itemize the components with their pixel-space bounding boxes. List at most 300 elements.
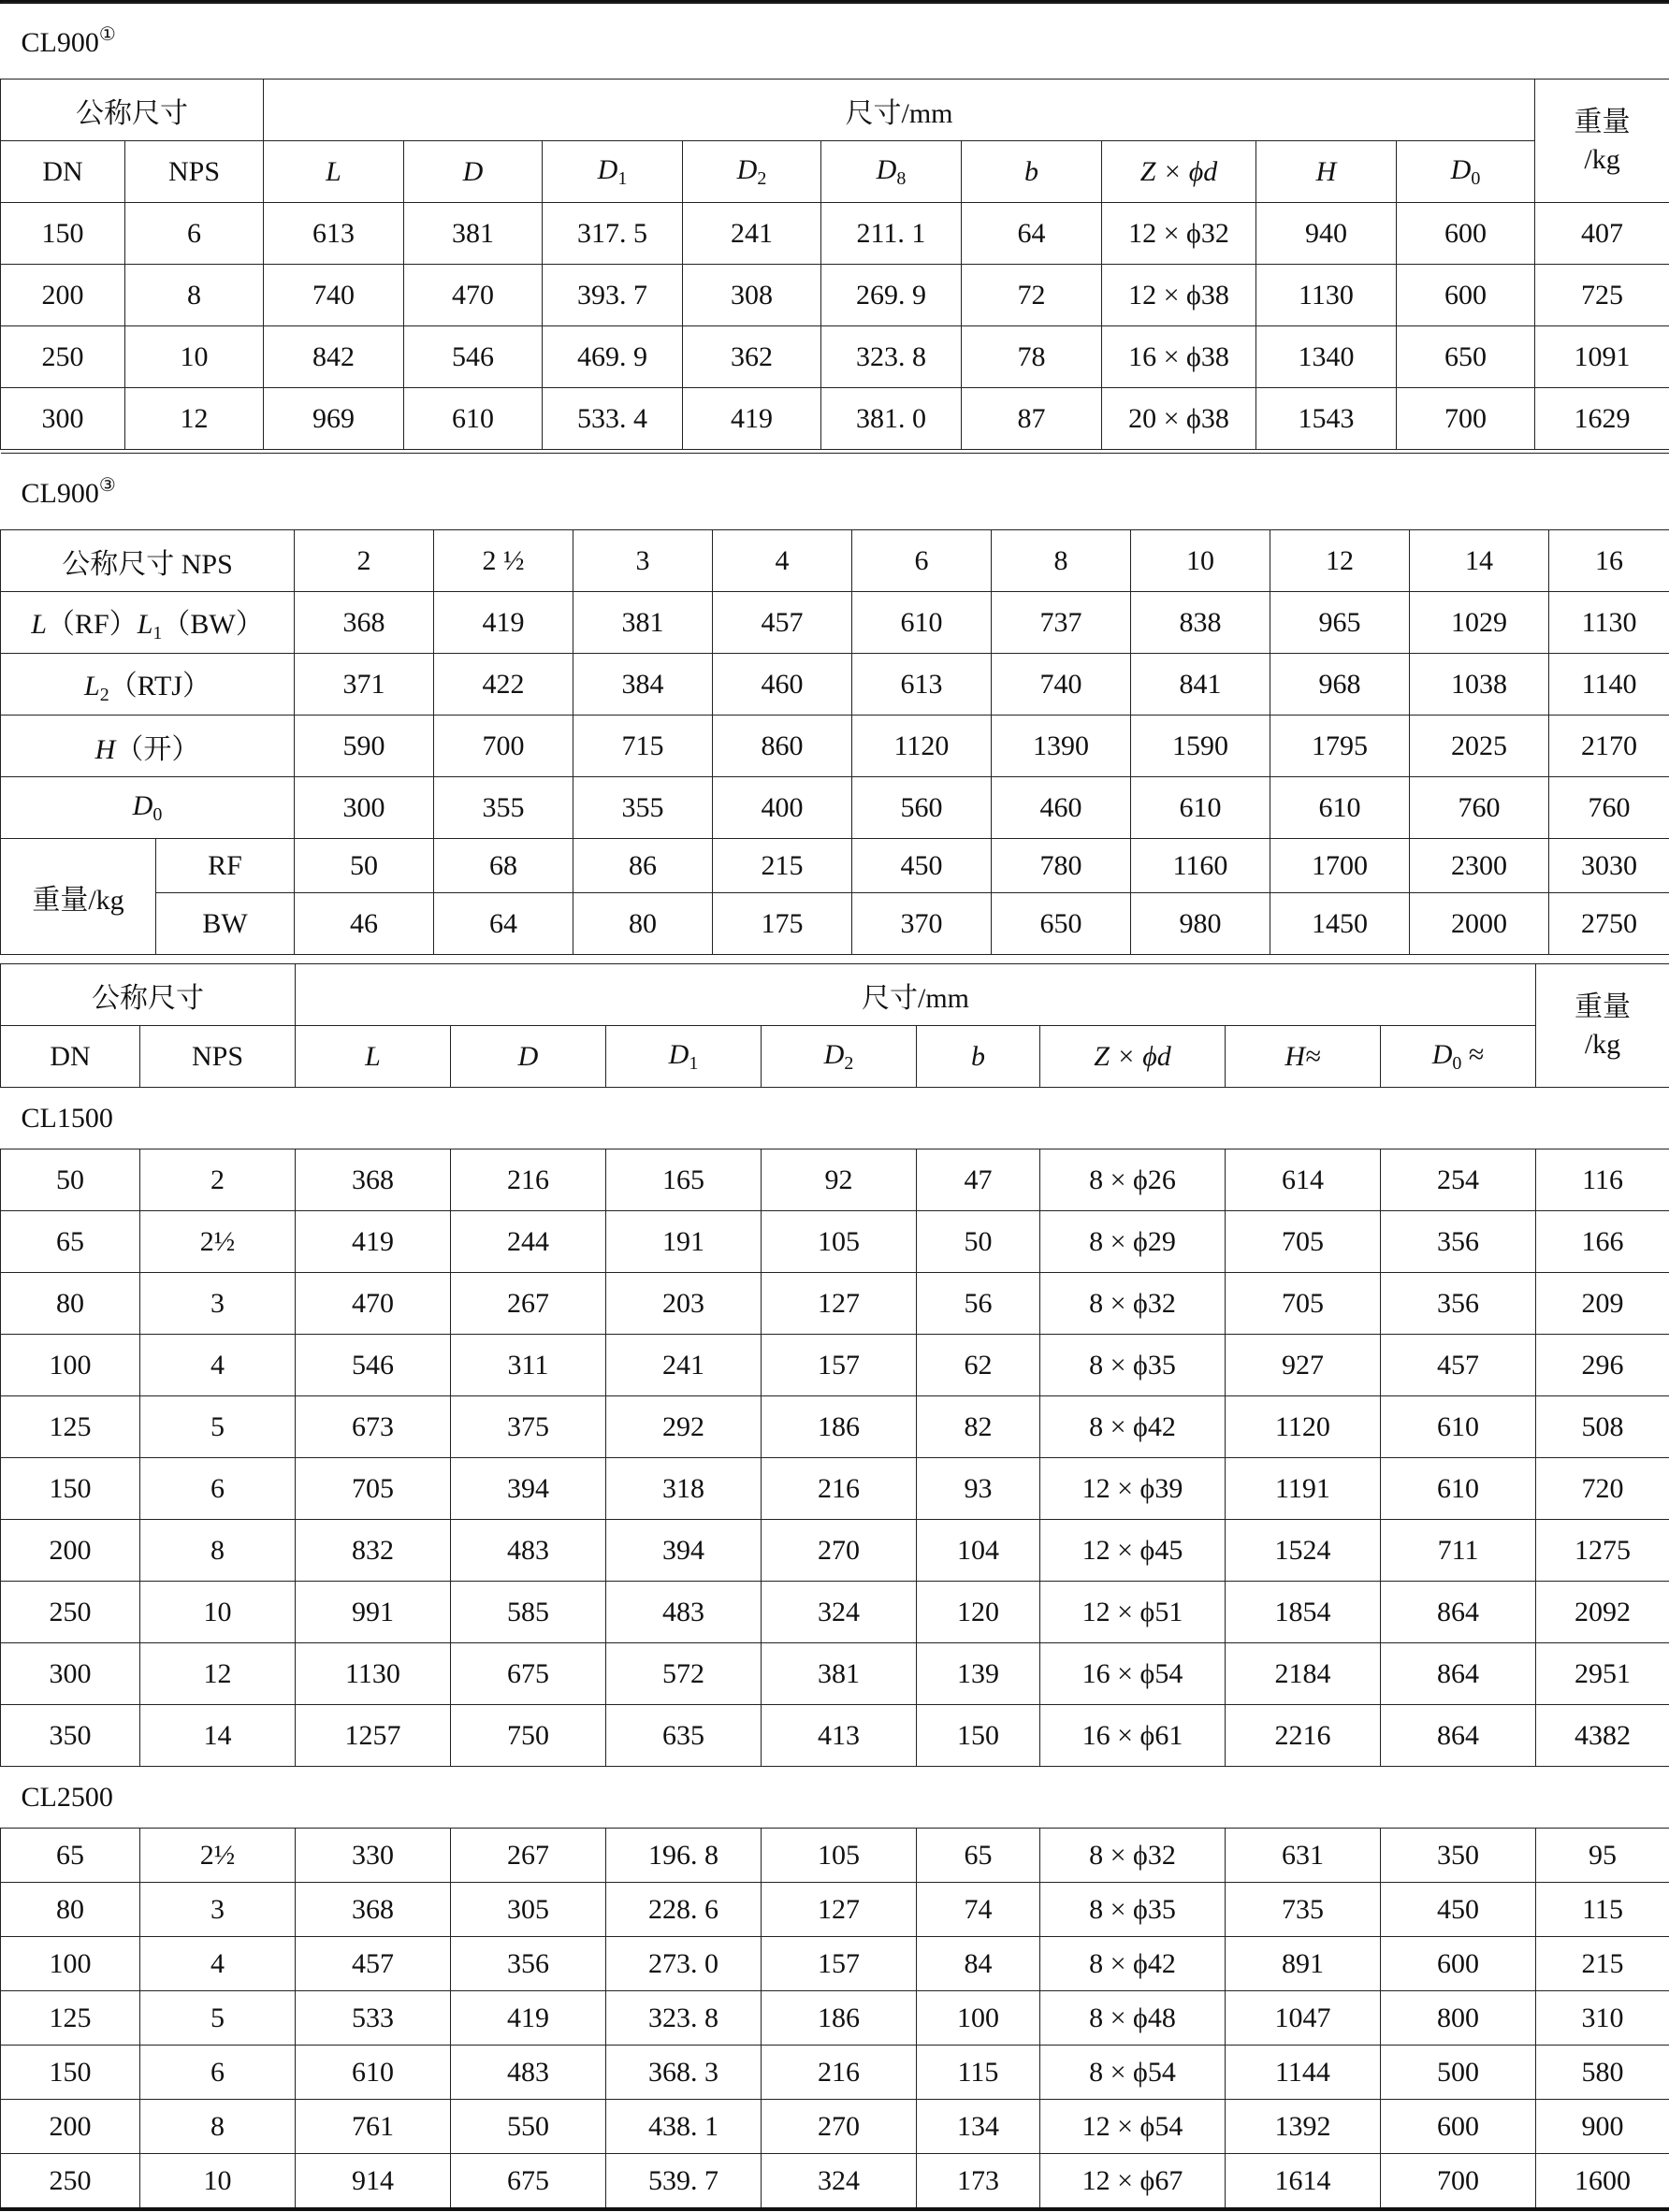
col-z-phi-d: Z × ϕd xyxy=(1040,1026,1226,1088)
table-cell: 711 xyxy=(1381,1520,1536,1582)
h-cell: 1590 xyxy=(1131,716,1270,777)
h-cell: 1795 xyxy=(1270,716,1410,777)
table-row xyxy=(1,1149,1669,1211)
d0-cell: 355 xyxy=(434,777,573,839)
nps-cell: 6 xyxy=(852,530,992,592)
label-h-open: H（开） xyxy=(1,716,295,777)
table-cell: 65 xyxy=(1,1211,140,1273)
table-row xyxy=(1,203,1669,265)
table-cell: 469. 9 xyxy=(543,326,683,388)
table-cell: 419 xyxy=(296,1211,451,1273)
table-cell: 12 × ϕ67 xyxy=(1040,2154,1226,2208)
table-cell: 1524 xyxy=(1226,1520,1381,1582)
col-b: b xyxy=(917,1026,1040,1088)
table-cell: 93 xyxy=(917,1458,1040,1520)
header-weight: 重量 /kg xyxy=(1536,964,1669,1088)
table-cell: 324 xyxy=(762,2154,917,2208)
table-cell: 323. 8 xyxy=(821,326,962,388)
table-cell: 250 xyxy=(1,2154,140,2208)
table-cell: 500 xyxy=(1381,2046,1536,2100)
table-cell: 735 xyxy=(1226,1883,1381,1937)
table-cell: 12 × ϕ32 xyxy=(1102,203,1256,265)
table-row xyxy=(1,1396,1669,1458)
table-cell: 991 xyxy=(296,1582,451,1643)
table-cell: 4 xyxy=(140,1335,296,1396)
table-cell: 200 xyxy=(1,1520,140,1582)
table-cell: 1543 xyxy=(1256,388,1397,450)
label-weight: 重量/kg xyxy=(1,839,156,955)
table-cell: 1130 xyxy=(296,1643,451,1705)
table-cell: 720 xyxy=(1536,1458,1669,1520)
table-cell: 308 xyxy=(683,265,821,326)
table-cell: 165 xyxy=(606,1149,762,1211)
table-cell: 203 xyxy=(606,1273,762,1335)
table-cell: 65 xyxy=(917,1829,1040,1883)
table-cell: 216 xyxy=(451,1149,606,1211)
column-header-row xyxy=(1,1026,1669,1088)
d0-cell: 300 xyxy=(295,777,434,839)
nps-cell: 2 ½ xyxy=(434,530,573,592)
header-dimensions: 尺寸/mm xyxy=(264,80,1535,141)
nps-cell: 12 xyxy=(1270,530,1410,592)
table-cell: 150 xyxy=(917,1705,1040,1767)
table-cell: 393. 7 xyxy=(543,265,683,326)
header-weight: 重量 /kg xyxy=(1535,80,1669,203)
table-cell: 318 xyxy=(606,1458,762,1520)
table-cell: 200 xyxy=(1,2100,140,2154)
table-row xyxy=(1,265,1669,326)
nps-cell: 14 xyxy=(1410,530,1549,592)
label-l2-rtj: $L_2(RTJ)$ xyxy=(1,654,295,716)
table-cell: 8 × ϕ26 xyxy=(1040,1149,1226,1211)
table-cell: 381. 0 xyxy=(821,388,962,450)
table-cell: 914 xyxy=(296,2154,451,2208)
header-nominal-size: 公称尺寸 xyxy=(1,964,296,1026)
table-cell: 317. 5 xyxy=(543,203,683,265)
table-cell: 200 xyxy=(1,265,125,326)
table-cell: 1392 xyxy=(1226,2100,1381,2154)
table-cell: 8 × ϕ48 xyxy=(1040,1991,1226,2046)
section-title-cl900-3: CL900③ xyxy=(1,454,1669,530)
bw-cell: 980 xyxy=(1131,893,1270,955)
d0-cell: 400 xyxy=(713,777,852,839)
table-cell: 12 xyxy=(140,1643,296,1705)
col-l: L xyxy=(264,141,404,203)
table-cell: 381 xyxy=(762,1643,917,1705)
table-cell: 2216 xyxy=(1226,1705,1381,1767)
l-cell: 368 xyxy=(295,592,434,654)
table-cell: 483 xyxy=(451,2046,606,2100)
h-cell: 700 xyxy=(434,716,573,777)
table-cell: 157 xyxy=(762,1937,917,1991)
table-cell: 50 xyxy=(1,1149,140,1211)
table-cell: 115 xyxy=(917,2046,1040,2100)
table-cell: 10 xyxy=(140,2154,296,2208)
column-header-row xyxy=(1,141,1669,203)
table-cell: 173 xyxy=(917,2154,1040,2208)
table-cell: 891 xyxy=(1226,1937,1381,1991)
table-cell: 216 xyxy=(762,2046,917,2100)
table-cell: 82 xyxy=(917,1396,1040,1458)
table-cell: 8 × ϕ54 xyxy=(1040,2046,1226,2100)
h-cell: 860 xyxy=(713,716,852,777)
table-cell: 273. 0 xyxy=(606,1937,762,1991)
bottom-rule xyxy=(0,2207,1669,2211)
header-nominal-nps: 公称尺寸 NPS xyxy=(1,530,295,592)
table-cell: 8 × ϕ42 xyxy=(1040,1396,1226,1458)
col-d1: $D_1$ xyxy=(543,141,683,203)
table-cell: 631 xyxy=(1226,1829,1381,1883)
table-cell: 80 xyxy=(1,1273,140,1335)
table-cell: 241 xyxy=(683,203,821,265)
col-d2: $D_2$ xyxy=(762,1026,917,1088)
table-cell: 394 xyxy=(606,1520,762,1582)
table-cell: 4 xyxy=(140,1937,296,1991)
table-cell: 16 × ϕ61 xyxy=(1040,1705,1226,1767)
l-cell: 838 xyxy=(1131,592,1270,654)
rf-cell: 780 xyxy=(992,839,1131,893)
bw-cell: 2000 xyxy=(1410,893,1549,955)
rf-cell: 215 xyxy=(713,839,852,893)
table-cell: 650 xyxy=(1397,326,1535,388)
h-cell: 715 xyxy=(573,716,713,777)
d0-cell: 460 xyxy=(992,777,1131,839)
rf-cell: 68 xyxy=(434,839,573,893)
table-cell: 539. 7 xyxy=(606,2154,762,2208)
col-d8: $D_8$ xyxy=(821,141,962,203)
col-h: H xyxy=(1256,141,1397,203)
table-cell: 842 xyxy=(264,326,404,388)
table-cell: 927 xyxy=(1226,1335,1381,1396)
table-row xyxy=(1,1937,1669,1991)
l-cell: 1029 xyxy=(1410,592,1549,654)
table-row xyxy=(1,326,1669,388)
table-cell: 470 xyxy=(296,1273,451,1335)
table-cell: 12 xyxy=(125,388,264,450)
table-cell: 750 xyxy=(451,1705,606,1767)
l2-cell: 371 xyxy=(295,654,434,716)
col-nps: NPS xyxy=(125,141,264,203)
table-cell: 1340 xyxy=(1256,326,1397,388)
row-weight-bw xyxy=(1,893,1669,955)
table-cell: 1257 xyxy=(296,1705,451,1767)
table-row xyxy=(1,2046,1669,2100)
table-cell: 12 × ϕ54 xyxy=(1040,2100,1226,2154)
table-cell: 546 xyxy=(404,326,543,388)
table-cell: 50 xyxy=(917,1211,1040,1273)
table-row xyxy=(1,1458,1669,1520)
nps-cell: 16 xyxy=(1549,530,1669,592)
h-cell: 2170 xyxy=(1549,716,1669,777)
h-cell: 590 xyxy=(295,716,434,777)
table-cell: 12 × ϕ45 xyxy=(1040,1520,1226,1582)
table-cell: 419 xyxy=(451,1991,606,2046)
l-cell: 419 xyxy=(434,592,573,654)
l-cell: 610 xyxy=(852,592,992,654)
table-cell: 700 xyxy=(1381,2154,1536,2208)
table-cell: 4382 xyxy=(1536,1705,1669,1767)
row-l2-rtj xyxy=(1,654,1669,716)
col-d: D xyxy=(404,141,543,203)
table-cell: 16 × ϕ54 xyxy=(1040,1643,1226,1705)
table-cell: 613 xyxy=(264,203,404,265)
table-cell: 705 xyxy=(1226,1211,1381,1273)
table-cell: 610 xyxy=(404,388,543,450)
table-cell: 3 xyxy=(140,1273,296,1335)
d0-cell: 760 xyxy=(1549,777,1669,839)
table-cell: 8 × ϕ32 xyxy=(1040,1829,1226,1883)
table-cell: 100 xyxy=(1,1937,140,1991)
col-l: L xyxy=(296,1026,451,1088)
bw-cell: 650 xyxy=(992,893,1131,955)
table-cell: 5 xyxy=(140,1991,296,2046)
table-cell: 368. 3 xyxy=(606,2046,762,2100)
table-cell: 350 xyxy=(1381,1829,1536,1883)
header-nominal-size: 公称尺寸 xyxy=(1,80,264,141)
table-cell: 228. 6 xyxy=(606,1883,762,1937)
label-bw: BW xyxy=(156,893,295,955)
table-cell: 6 xyxy=(140,1458,296,1520)
high-pressure-table xyxy=(0,963,1669,2208)
table-cell: 92 xyxy=(762,1149,917,1211)
table-cell: 125 xyxy=(1,1991,140,2046)
h-cell: 2025 xyxy=(1410,716,1549,777)
bw-cell: 64 xyxy=(434,893,573,955)
table-cell: 80 xyxy=(1,1883,140,1937)
footnote-mark: ③ xyxy=(98,475,116,496)
table-cell: 6 xyxy=(140,2046,296,2100)
table-cell: 705 xyxy=(1226,1273,1381,1335)
row-h-open xyxy=(1,716,1669,777)
table-cell: 483 xyxy=(451,1520,606,1582)
table-cell: 196. 8 xyxy=(606,1829,762,1883)
row-l-rf-bw xyxy=(1,592,1669,654)
table-cell: 375 xyxy=(451,1396,606,1458)
table-cell: 2½ xyxy=(140,1829,296,1883)
l2-cell: 460 xyxy=(713,654,852,716)
d0-cell: 355 xyxy=(573,777,713,839)
table-cell: 310 xyxy=(1536,1991,1669,2046)
table-cell: 675 xyxy=(451,1643,606,1705)
bw-cell: 46 xyxy=(295,893,434,955)
table-cell: 62 xyxy=(917,1335,1040,1396)
table-cell: 47 xyxy=(917,1149,1040,1211)
table-cell: 10 xyxy=(125,326,264,388)
table-cell: 56 xyxy=(917,1273,1040,1335)
table-cell: 84 xyxy=(917,1937,1040,1991)
l2-cell: 968 xyxy=(1270,654,1410,716)
col-nps: NPS xyxy=(140,1026,296,1088)
nps-cell: 4 xyxy=(713,530,852,592)
table-cell: 65 xyxy=(1,1829,140,1883)
table-cell: 8 xyxy=(125,265,264,326)
table-cell: 832 xyxy=(296,1520,451,1582)
table-cell: 127 xyxy=(762,1883,917,1937)
table-cell: 323. 8 xyxy=(606,1991,762,2046)
table-cell: 120 xyxy=(917,1582,1040,1643)
table-cell: 157 xyxy=(762,1335,917,1396)
table-row xyxy=(1,1273,1669,1335)
table-cell: 64 xyxy=(962,203,1102,265)
table-cell: 675 xyxy=(451,2154,606,2208)
l2-cell: 422 xyxy=(434,654,573,716)
table-cell: 381 xyxy=(404,203,543,265)
table-row xyxy=(1,2154,1669,2208)
table-cell: 1275 xyxy=(1536,1520,1669,1582)
table-cell: 330 xyxy=(296,1829,451,1883)
table-row xyxy=(1,1705,1669,1767)
d0-cell: 610 xyxy=(1270,777,1410,839)
table-cell: 356 xyxy=(1381,1273,1536,1335)
table-cell: 580 xyxy=(1536,2046,1669,2100)
table-cell: 457 xyxy=(296,1937,451,1991)
l-cell: 381 xyxy=(573,592,713,654)
table-cell: 78 xyxy=(962,326,1102,388)
h-cell: 1120 xyxy=(852,716,992,777)
table-cell: 115 xyxy=(1536,1883,1669,1937)
table-row xyxy=(1,1829,1669,1883)
table-cell: 2951 xyxy=(1536,1643,1669,1705)
nps-cell: 2 xyxy=(295,530,434,592)
rf-cell: 1700 xyxy=(1270,839,1410,893)
rf-cell: 2300 xyxy=(1410,839,1549,893)
table-cell: 250 xyxy=(1,1582,140,1643)
table-cell: 394 xyxy=(451,1458,606,1520)
l2-cell: 1140 xyxy=(1549,654,1669,716)
col-d0-approx: $D_0$ ≈ xyxy=(1381,1026,1536,1088)
table-row xyxy=(1,1991,1669,2046)
col-b: b xyxy=(962,141,1102,203)
table-cell: 1047 xyxy=(1226,1991,1381,2046)
table-cell: 600 xyxy=(1397,265,1535,326)
table-cell: 211. 1 xyxy=(821,203,962,265)
l-cell: 1130 xyxy=(1549,592,1669,654)
table-cell: 12 × ϕ39 xyxy=(1040,1458,1226,1520)
table-cell: 300 xyxy=(1,388,125,450)
table-cell: 740 xyxy=(264,265,404,326)
table-cell: 87 xyxy=(962,388,1102,450)
nps-row xyxy=(1,530,1669,592)
l2-cell: 841 xyxy=(1131,654,1270,716)
table-cell: 270 xyxy=(762,1520,917,1582)
table-cell: 1191 xyxy=(1226,1458,1381,1520)
table-cell: 483 xyxy=(606,1582,762,1643)
table-cell: 600 xyxy=(1381,1937,1536,1991)
col-z-phi-d: Z × ϕd xyxy=(1102,141,1256,203)
l-cell: 457 xyxy=(713,592,852,654)
table-cell: 139 xyxy=(917,1643,1040,1705)
table-cell: 8 xyxy=(140,2100,296,2154)
rf-cell: 450 xyxy=(852,839,992,893)
rf-cell: 1160 xyxy=(1131,839,1270,893)
col-d1: $D_1$ xyxy=(606,1026,762,1088)
table-cell: 2092 xyxy=(1536,1582,1669,1643)
table-cell: 635 xyxy=(606,1705,762,1767)
table-cell: 296 xyxy=(1536,1335,1669,1396)
table-cell: 20 × ϕ38 xyxy=(1102,388,1256,450)
table-cell: 1120 xyxy=(1226,1396,1381,1458)
table-cell: 292 xyxy=(606,1396,762,1458)
table-cell: 533 xyxy=(296,1991,451,2046)
table-cell: 72 xyxy=(962,265,1102,326)
bw-cell: 175 xyxy=(713,893,852,955)
table-cell: 250 xyxy=(1,326,125,388)
table-cell: 1144 xyxy=(1226,2046,1381,2100)
label-l-rf-bw: $L(RF)L_1(BW)$ xyxy=(1,592,295,654)
table-cell: 1091 xyxy=(1535,326,1669,388)
table-cell: 419 xyxy=(683,388,821,450)
table-cell: 104 xyxy=(917,1520,1040,1582)
table-cell: 150 xyxy=(1,1458,140,1520)
l2-cell: 1038 xyxy=(1410,654,1549,716)
table-cell: 267 xyxy=(451,1273,606,1335)
table-cell: 940 xyxy=(1256,203,1397,265)
table-row xyxy=(1,1335,1669,1396)
bw-cell: 80 xyxy=(573,893,713,955)
table-cell: 10 xyxy=(140,1582,296,1643)
col-dn: DN xyxy=(1,141,125,203)
table-cell: 1854 xyxy=(1226,1582,1381,1643)
table-row xyxy=(1,1520,1669,1582)
h-cell: 1390 xyxy=(992,716,1131,777)
table-row xyxy=(1,1211,1669,1273)
table-cell: 8 × ϕ35 xyxy=(1040,1335,1226,1396)
nps-cell: 3 xyxy=(573,530,713,592)
table-cell: 761 xyxy=(296,2100,451,2154)
label-d0: $D_0$ xyxy=(1,777,295,839)
table-cell: 14 xyxy=(140,1705,296,1767)
table-cell: 3 xyxy=(140,1883,296,1937)
table-row xyxy=(1,388,1669,450)
table-cell: 191 xyxy=(606,1211,762,1273)
table-row xyxy=(1,2100,1669,2154)
l2-cell: 384 xyxy=(573,654,713,716)
table-cell: 450 xyxy=(1381,1883,1536,1937)
section-title-cl900-1: CL900① xyxy=(1,3,1669,80)
table-row xyxy=(1,1883,1669,1937)
table-cell: 269. 9 xyxy=(821,265,962,326)
col-d: D xyxy=(451,1026,606,1088)
table-cell: 8 × ϕ42 xyxy=(1040,1937,1226,1991)
nps-cell: 10 xyxy=(1131,530,1270,592)
table-cell: 209 xyxy=(1536,1273,1669,1335)
col-dn: DN xyxy=(1,1026,140,1088)
cl900-table-3 xyxy=(0,453,1669,955)
table-cell: 311 xyxy=(451,1335,606,1396)
table-cell: 100 xyxy=(917,1991,1040,2046)
col-d2: $D_2$ xyxy=(683,141,821,203)
table-cell: 610 xyxy=(296,2046,451,2100)
table-cell: 864 xyxy=(1381,1643,1536,1705)
footnote-mark: ① xyxy=(98,24,116,45)
table-cell: 300 xyxy=(1,1643,140,1705)
col-d0: $D_0$ xyxy=(1397,141,1535,203)
table-cell: 244 xyxy=(451,1211,606,1273)
table-cell: 270 xyxy=(762,2100,917,2154)
table-cell: 368 xyxy=(296,1883,451,1937)
table-cell: 216 xyxy=(762,1458,917,1520)
table-cell: 241 xyxy=(606,1335,762,1396)
table-cell: 254 xyxy=(1381,1149,1536,1211)
table-cell: 16 × ϕ38 xyxy=(1102,326,1256,388)
table-cell: 12 × ϕ51 xyxy=(1040,1582,1226,1643)
table-cell: 533. 4 xyxy=(543,388,683,450)
table-cell: 324 xyxy=(762,1582,917,1643)
table-cell: 127 xyxy=(762,1273,917,1335)
header-dimensions: 尺寸/mm xyxy=(296,964,1536,1026)
table-cell: 413 xyxy=(762,1705,917,1767)
table-cell: 969 xyxy=(264,388,404,450)
